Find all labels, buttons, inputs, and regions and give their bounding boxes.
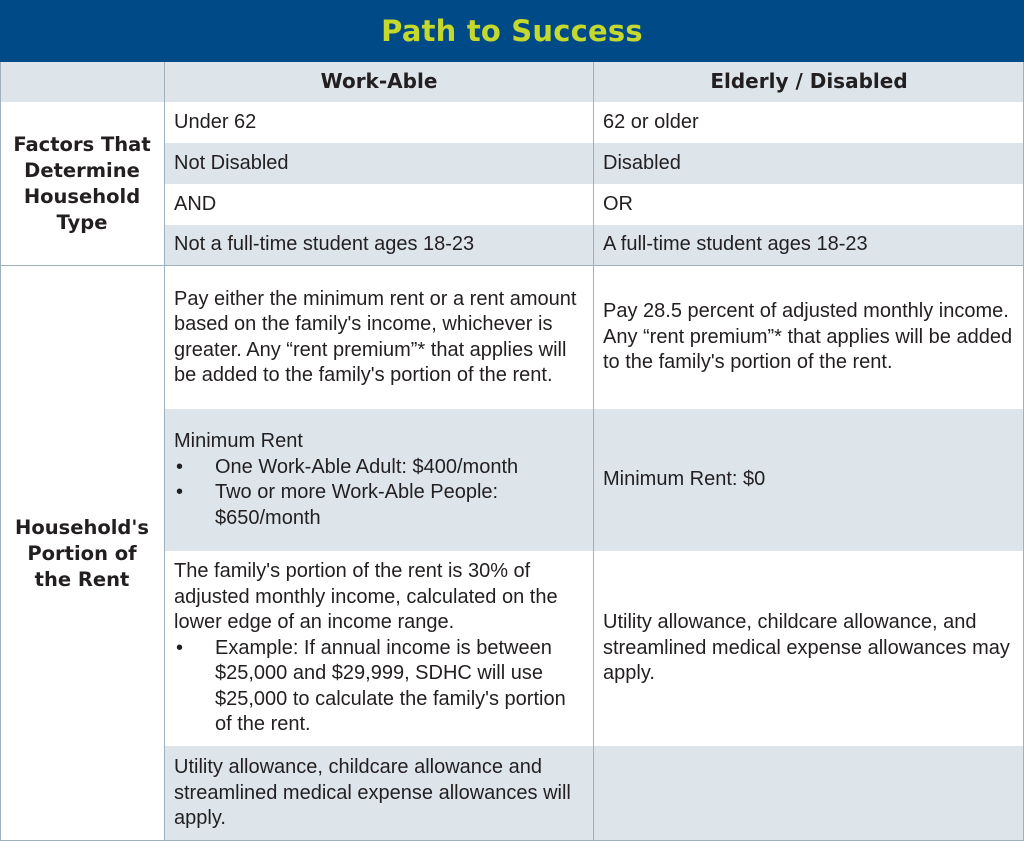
- divider: [0, 265, 1024, 266]
- rent-work-able-minimum: [165, 409, 593, 551]
- rent-work-able-calculation: [165, 266, 593, 409]
- rent-work-able-calculation-text: Pay either the minimum rent or a rent amount based on the family's income, whichever is greater. Any “rent premium”* that applies will be added to the family's portion of the rent.: [174, 287, 577, 386]
- rent-elderly-minimum-text: Minimum Rent: $0: [603, 468, 766, 491]
- rent-elderly-empty: [594, 746, 1024, 841]
- factors-elderly-student: A full-time student ages 18-23: [594, 225, 1024, 265]
- list-item: • Example: If annual income is between $25,000 and $29,999, SDHC will use $25,000 to calculate the family's portion of the rent.: [174, 636, 585, 738]
- title-banner: [0, 0, 1024, 62]
- rent-elderly-minimum: [594, 409, 1024, 551]
- factors-work-able-conjunction: AND: [165, 184, 593, 225]
- column-header-elderly-disabled: Elderly / Disabled: [594, 62, 1024, 102]
- rent-elderly-calculation: [594, 266, 1024, 409]
- header-corner: [0, 62, 164, 102]
- income-range-text: The family's portion of the rent is 30% of adjusted monthly income, calculated on the lower edge of an income range.: [174, 560, 558, 634]
- rent-elderly-calculation-text: Pay 28.5 percent of adjusted monthly income. Any “rent premium”* that applies will be added to the family's portion of the rent.: [603, 300, 1013, 374]
- factors-elderly-disability: Disabled: [594, 143, 1024, 184]
- income-range-list: [174, 636, 585, 738]
- page-title: Path to Success: [381, 14, 643, 48]
- divider: [0, 62, 1, 841]
- column-header-work-able: Work-Able: [165, 62, 593, 102]
- factors-work-able-age: Under 62: [165, 102, 593, 143]
- row-label-rent: Household's Portion of the Rent: [0, 266, 164, 841]
- factors-work-able-student: Not a full-time student ages 18-23: [165, 225, 593, 265]
- divider: [593, 62, 594, 841]
- factors-elderly-conjunction: OR: [594, 184, 1024, 225]
- minimum-rent-heading: Minimum Rent: [174, 430, 303, 452]
- rent-work-able-allowances: [165, 746, 593, 841]
- minimum-rent-list: [174, 455, 585, 532]
- factors-elderly-age: 62 or older: [594, 102, 1024, 143]
- list-item: • Two or more Work-Able People: $650/month: [174, 480, 585, 531]
- rent-work-able-income-range: [165, 551, 593, 746]
- list-item: • One Work-Able Adult: $400/month: [174, 455, 585, 481]
- rent-work-able-allowances-text: Utility allowance, childcare allowance and streamlined medical expense allowances will apply.: [174, 756, 571, 830]
- divider: [164, 62, 165, 841]
- row-label-factors: Factors That Determine Household Type: [0, 102, 164, 265]
- factors-work-able-disability: Not Disabled: [165, 143, 593, 184]
- rent-elderly-allowances: [594, 551, 1024, 746]
- rent-elderly-allowances-text: Utility allowance, childcare allowance, and streamlined medical expense allowances may apply.: [603, 611, 1010, 685]
